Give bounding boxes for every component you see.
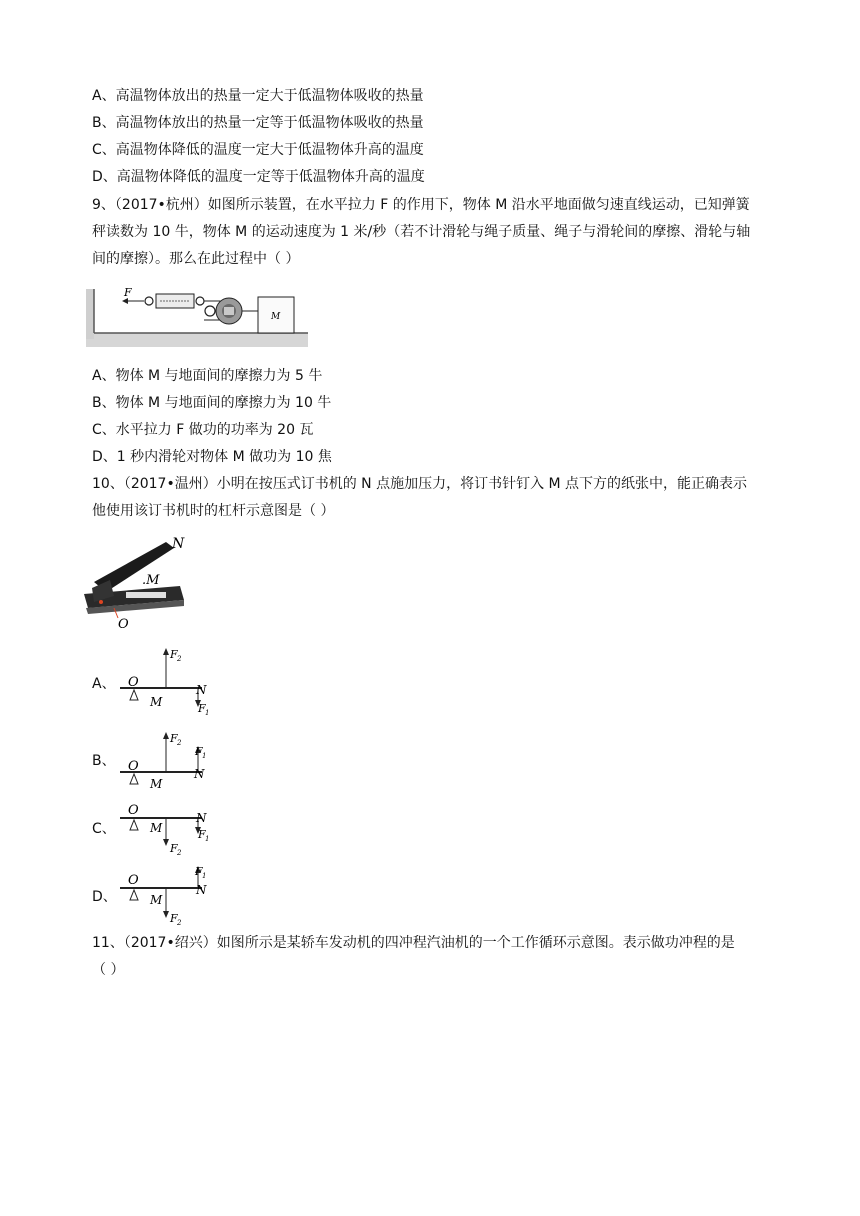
q10-option-b-label: B、 (92, 753, 116, 769)
svg-text:F: F (195, 865, 203, 878)
svg-text:F: F (198, 702, 206, 715)
svg-text:O: O (128, 803, 139, 818)
svg-text:O: O (128, 675, 139, 690)
q10-option-c-label: C、 (92, 821, 116, 837)
svg-text:2: 2 (177, 739, 182, 747)
svg-text:1: 1 (205, 709, 210, 716)
q9-option-b: B、物体 M 与地面间的摩擦力为 10 牛 (92, 395, 332, 411)
svg-text:F: F (170, 732, 178, 745)
svg-text:M: M (150, 777, 163, 790)
lever-diagram-a (116, 644, 220, 716)
lever-diagram-d (116, 864, 220, 926)
stapler-m-label: .M (142, 573, 160, 588)
pulley-figure (86, 283, 308, 349)
q8-option-b: B、高温物体放出的热量一定等于低温物体吸收的热量 (92, 115, 424, 131)
svg-text:M: M (150, 695, 163, 709)
svg-text:2: 2 (177, 655, 182, 663)
stapler-o-label: O (118, 617, 129, 632)
q10-option-d-label: D、 (92, 889, 117, 905)
svg-text:N: N (194, 767, 205, 781)
q10-stem-line-1: 10、（2017•温州）小明在按压式订书机的 N 点施加压力，将订书针钉入 M 点下方的纸张中，能正确表示 (92, 476, 748, 492)
q8-option-d: D、高温物体降低的温度一定等于低温物体升高的温度 (92, 169, 425, 185)
q8-option-c: C、高温物体降低的温度一定大于低温物体升高的温度 (92, 142, 424, 158)
q9-option-d: D、1 秒内滑轮对物体 M 做功为 10 焦 (92, 449, 332, 465)
force-label: F (124, 286, 132, 299)
svg-text:F: F (170, 912, 178, 925)
svg-text:F: F (170, 648, 178, 661)
svg-text:F: F (170, 842, 178, 855)
q11-stem-line-2: （ ） (92, 962, 125, 978)
svg-text:1: 1 (202, 872, 207, 880)
svg-text:N: N (196, 883, 207, 897)
lever-diagram-b (116, 728, 220, 790)
stapler-figure (80, 536, 200, 632)
q11-stem-line-1: 11、（2017•绍兴）如图所示是某轿车发动机的四冲程汽油机的一个工作循环示意图。表示做功冲程的是 (92, 935, 735, 951)
svg-text:O: O (128, 873, 139, 888)
q9-stem-line-1: 9、（2017•杭州）如图所示装置，在水平拉力 F 的作用下，物体 M 沿水平地面做匀速直线运动，已知弹簧 (92, 197, 750, 213)
svg-text:F: F (195, 745, 203, 758)
svg-text:M: M (150, 821, 163, 835)
q9-stem-line-2: 秤读数为 10 牛，物体 M 的运动速度为 1 米/秒（若不计滑轮与绳子质量、绳子与滑轮间的摩擦、滑轮与轴 (92, 224, 751, 240)
q9-option-c: C、水平拉力 F 做功的功率为 20 瓦 (92, 422, 314, 438)
svg-text:1: 1 (205, 835, 210, 843)
q8-option-a: A、高温物体放出的热量一定大于低温物体吸收的热量 (92, 88, 424, 104)
svg-text:N: N (196, 683, 207, 697)
svg-text:2: 2 (177, 849, 182, 857)
q10-stem-line-2: 他使用该订书机时的杠杆示意图是（ ） (92, 503, 335, 519)
lever-diagram-c (116, 798, 220, 860)
svg-text:N: N (196, 811, 207, 825)
svg-text:O: O (128, 759, 139, 774)
q9-stem-line-3: 间的摩擦）。那么在此过程中（ ） (92, 251, 300, 267)
stapler-n-label: N (172, 536, 185, 552)
svg-text:2: 2 (177, 919, 182, 926)
svg-text:1: 1 (202, 752, 207, 760)
svg-text:F: F (198, 828, 206, 841)
q10-option-a-label: A、 (92, 676, 116, 692)
q9-option-a: A、物体 M 与地面间的摩擦力为 5 牛 (92, 368, 323, 384)
block-label: M (271, 312, 281, 322)
svg-text:M: M (150, 893, 163, 907)
